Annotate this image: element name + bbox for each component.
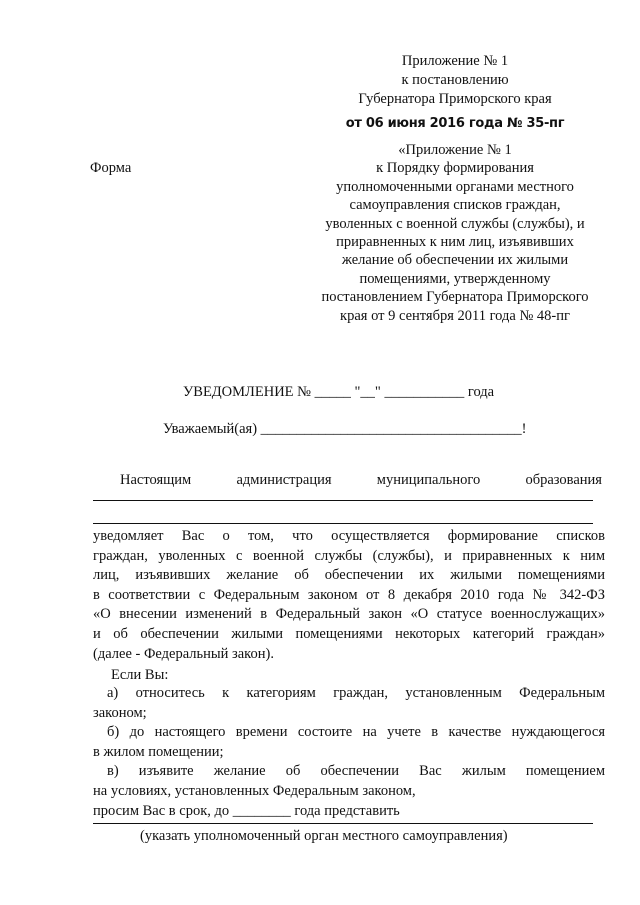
appendix-line: желание об обеспечении их жилыми — [341, 252, 569, 269]
main-paragraph — [93, 527, 605, 664]
paragraph-line: (далее - Федеральный закон). — [93, 645, 274, 662]
appendix-line: уволенных с военной службы (службы), и — [325, 215, 585, 232]
paragraph-line: лиц, изъявивших желание об обеспечении их жилыми помещениями — [93, 567, 605, 584]
notice-title: УВЕДОМЛЕНИЕ № — [183, 384, 312, 400]
item-c-line: на условиях, установленных Федеральным законом, — [93, 782, 416, 799]
notice-title-row — [183, 384, 523, 401]
decree-date-stamp: от 06 июня 2016 года № 35-пг — [345, 116, 565, 131]
header-line: Губернатора Приморского края — [358, 91, 552, 107]
notice-month-blank: ___________ — [384, 384, 465, 400]
item-b-line: в жилом помещении; — [93, 743, 224, 760]
fill-line — [93, 523, 593, 524]
intro-word: муниципального — [376, 472, 481, 488]
if-you-line: Если Вы: — [111, 667, 169, 683]
item-a-line: законом; — [93, 704, 147, 721]
paragraph-line: в соответствии с Федеральным законом от 8 декабря 2010 года № 342-ФЗ — [93, 586, 605, 603]
header-line: к постановлению — [401, 72, 509, 88]
item-a-line: а) относитесь к категориям граждан, установленным Федеральным — [107, 685, 605, 701]
appendix-line: самоуправления списков граждан, — [349, 197, 561, 214]
appendix-line: «Приложение № 1 — [398, 142, 512, 158]
authority-caption: (указать уполномоченный орган местного самоуправления) — [140, 828, 508, 844]
request-line: просим Вас в срок, до ________ года представить — [93, 802, 400, 819]
appendix-line: края от 9 сентября 2011 года № 48-пг — [340, 307, 570, 324]
appendix-line: постановлением Губернатора Приморского — [321, 289, 589, 306]
header-line: Приложение № 1 — [401, 53, 509, 69]
notice-year-word: года — [467, 384, 495, 400]
paragraph-line: уведомляет Вас о том, что осуществляется формирование списков — [93, 528, 605, 544]
item-c-line: в) изъявите желание об обеспечении Вас жилым помещением — [107, 763, 605, 780]
paragraph-line: граждан, уволенных с военной службы (службы), и приравненных к ним — [93, 547, 605, 564]
fill-line — [93, 823, 593, 824]
fill-line — [93, 500, 593, 501]
conditions-list — [93, 684, 605, 821]
intro-line — [120, 472, 602, 489]
appendix-line: к Порядку формирования — [376, 160, 534, 177]
appendix-line: помещениями, утвержденному — [359, 270, 551, 287]
paragraph-line: и об обеспечении жилыми помещениями некоторых категорий граждан» — [93, 625, 605, 642]
notice-number-blank: _____ — [314, 384, 351, 400]
intro-word: образования — [525, 472, 602, 488]
greeting-line: Уважаемый(ая) ____________________________________! — [163, 421, 527, 437]
header-block — [330, 52, 580, 109]
item-b-line: б) до настоящего времени состоите на учете в качестве нуждающегося — [107, 724, 605, 741]
appendix-block — [305, 141, 605, 325]
intro-word: Настоящим — [120, 472, 192, 488]
intro-word: администрация — [236, 472, 332, 488]
appendix-line: приравненных к ним лиц, изъявивших — [336, 234, 574, 251]
paragraph-line: «О внесении изменений в Федеральный закон «О статусе военнослужащих» — [93, 606, 605, 623]
appendix-line: уполномоченными органами местного — [336, 178, 574, 195]
notice-day-blank: "__" — [354, 384, 381, 400]
form-label: Форма — [90, 160, 132, 176]
